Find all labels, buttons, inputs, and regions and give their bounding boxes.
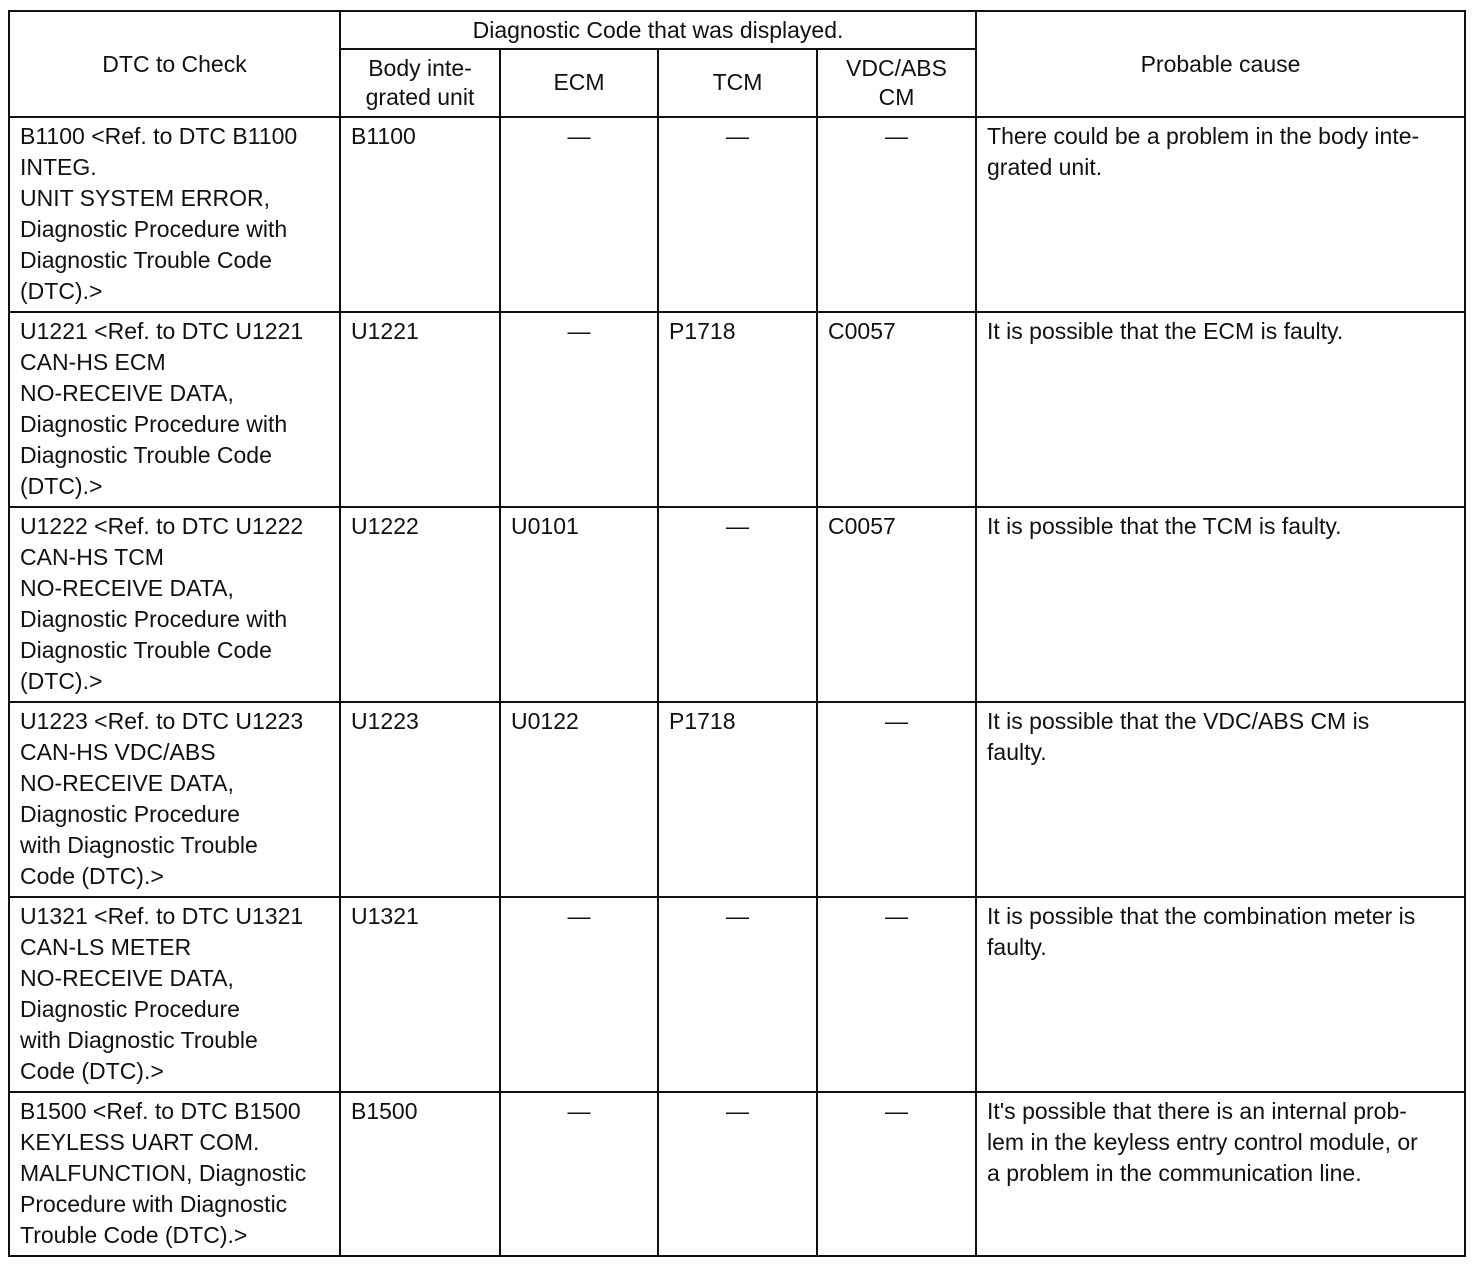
dtc-reference-line: U1221 <Ref. to DTC U1221: [20, 318, 304, 344]
dtc-to-check-cell: [9, 312, 340, 507]
dtc-reference-line: NO-RECEIVE DATA,: [20, 965, 234, 991]
dtc-to-check-cell: [9, 897, 340, 1092]
dtc-to-check-cell: [9, 1092, 340, 1256]
header-body-line-2: grated unit: [365, 83, 475, 110]
dtc-reference-line: CAN-HS TCM: [20, 544, 164, 570]
probable-cause-cell: It is possible that the TCM is faulty.: [976, 507, 1465, 702]
dtc-reference-line: (DTC).>: [20, 668, 103, 694]
dtc-table: [8, 10, 1466, 1257]
dtc-reference-line: B1100 <Ref. to DTC B1100: [20, 123, 298, 149]
header-vdc-abs-cm: [817, 49, 976, 117]
header-vdc-line-2: CM: [878, 83, 915, 110]
dtc-reference-line: Diagnostic Trouble Code: [20, 442, 272, 468]
tcm-code: —: [658, 507, 817, 702]
ecm-code: U0122: [500, 702, 658, 897]
dtc-reference-line: with Diagnostic Trouble: [20, 832, 258, 858]
tcm-code: —: [658, 897, 817, 1092]
table-row: [9, 117, 1465, 312]
dtc-reference-line: (DTC).>: [20, 278, 103, 304]
table-row: [9, 312, 1465, 507]
header-displayed-group: Diagnostic Code that was displayed.: [340, 11, 976, 49]
probable-cause-cell: It's possible that there is an internal prob- lem in the keyless entry control module, or a problem in the communication line.: [976, 1092, 1465, 1256]
dtc-reference-line: CAN-HS VDC/ABS: [20, 739, 216, 765]
body-integrated-unit-code: U1223: [340, 702, 500, 897]
dtc-reference-line: U1321 <Ref. to DTC U1321: [20, 903, 304, 929]
dtc-reference-line: MALFUNCTION, Diagnostic: [20, 1160, 307, 1186]
dtc-reference-line: Diagnostic Procedure: [20, 996, 240, 1022]
vdc-abs-cm-code: —: [817, 117, 976, 312]
table-row: [9, 507, 1465, 702]
dtc-reference-line: with Diagnostic Trouble: [20, 1027, 258, 1053]
dtc-to-check-cell: [9, 702, 340, 897]
vdc-abs-cm-code: —: [817, 897, 976, 1092]
probable-cause-cell: It is possible that the ECM is faulty.: [976, 312, 1465, 507]
vdc-abs-cm-code: C0057: [817, 312, 976, 507]
dtc-reference-line: INTEG.: [20, 154, 97, 180]
dtc-reference-line: Code (DTC).>: [20, 1058, 164, 1084]
dtc-reference-line: NO-RECEIVE DATA,: [20, 380, 234, 406]
dtc-reference-line: Code (DTC).>: [20, 863, 164, 889]
body-integrated-unit-code: U1221: [340, 312, 500, 507]
header-tcm: TCM: [658, 49, 817, 117]
probable-cause-cell: There could be a problem in the body inte- grated unit.: [976, 117, 1465, 312]
dtc-to-check-cell: [9, 507, 340, 702]
header-ecm: ECM: [500, 49, 658, 117]
table-row: [9, 897, 1465, 1092]
body-integrated-unit-code: U1222: [340, 507, 500, 702]
ecm-code: —: [500, 897, 658, 1092]
dtc-reference-line: KEYLESS UART COM.: [20, 1129, 260, 1155]
dtc-reference-line: U1222 <Ref. to DTC U1222: [20, 513, 304, 539]
header-body-integrated-unit: [340, 49, 500, 117]
dtc-reference-line: NO-RECEIVE DATA,: [20, 575, 234, 601]
tcm-code: —: [658, 1092, 817, 1256]
dtc-reference-line: Trouble Code (DTC).>: [20, 1222, 248, 1248]
body-integrated-unit-code: B1100: [340, 117, 500, 312]
ecm-code: —: [500, 312, 658, 507]
ecm-code: —: [500, 1092, 658, 1256]
vdc-abs-cm-code: —: [817, 702, 976, 897]
dtc-reference-line: B1500 <Ref. to DTC B1500: [20, 1098, 301, 1124]
dtc-reference-line: UNIT SYSTEM ERROR,: [20, 185, 271, 211]
ecm-code: —: [500, 117, 658, 312]
ecm-code: U0101: [500, 507, 658, 702]
table-row: [9, 1092, 1465, 1256]
dtc-reference-line: Diagnostic Trouble Code: [20, 247, 272, 273]
dtc-reference-line: CAN-HS ECM: [20, 349, 166, 375]
table-row: [9, 702, 1465, 897]
dtc-reference-line: Diagnostic Procedure with: [20, 216, 288, 242]
dtc-reference-line: Diagnostic Trouble Code: [20, 637, 272, 663]
tcm-code: P1718: [658, 312, 817, 507]
vdc-abs-cm-code: C0057: [817, 507, 976, 702]
body-integrated-unit-code: U1321: [340, 897, 500, 1092]
header-probable-cause: Probable cause: [976, 11, 1465, 117]
dtc-reference-line: Procedure with Diagnostic: [20, 1191, 288, 1217]
dtc-reference-line: U1223 <Ref. to DTC U1223: [20, 708, 304, 734]
dtc-reference-line: NO-RECEIVE DATA,: [20, 770, 234, 796]
dtc-reference-line: (DTC).>: [20, 473, 103, 499]
header-vdc-line-1: VDC/ABS: [846, 54, 947, 81]
body-integrated-unit-code: B1500: [340, 1092, 500, 1256]
vdc-abs-cm-code: —: [817, 1092, 976, 1256]
header-dtc-to-check: DTC to Check: [9, 11, 340, 117]
tcm-code: —: [658, 117, 817, 312]
dtc-table-body: [9, 117, 1465, 1256]
header-row: [9, 11, 1465, 49]
dtc-reference-line: CAN-LS METER: [20, 934, 192, 960]
dtc-reference-line: Diagnostic Procedure with: [20, 411, 288, 437]
probable-cause-cell: It is possible that the VDC/ABS CM is faulty.: [976, 702, 1465, 897]
header-body-line-1: Body inte-: [368, 54, 472, 81]
probable-cause-cell: It is possible that the combination meter is faulty.: [976, 897, 1465, 1092]
dtc-to-check-cell: [9, 117, 340, 312]
dtc-reference-line: Diagnostic Procedure with: [20, 606, 288, 632]
tcm-code: P1718: [658, 702, 817, 897]
dtc-reference-line: Diagnostic Procedure: [20, 801, 240, 827]
